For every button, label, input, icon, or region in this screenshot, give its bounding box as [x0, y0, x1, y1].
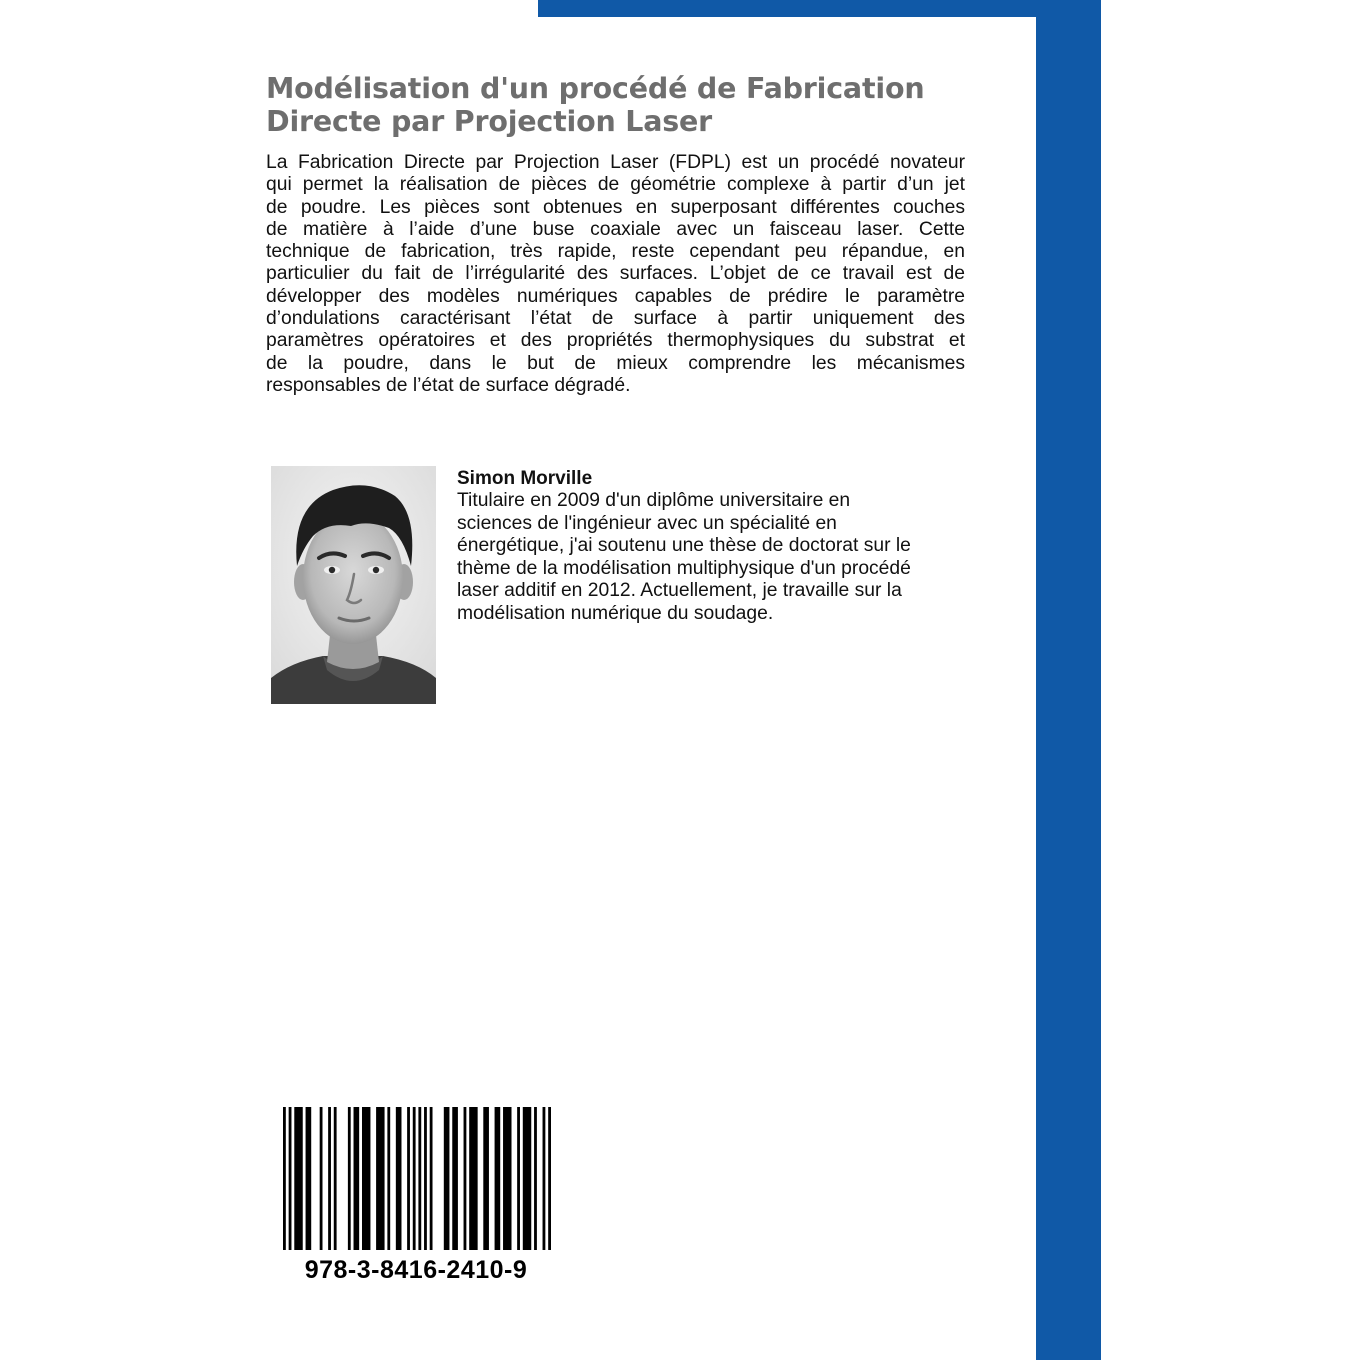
barcode-bar [469, 1107, 477, 1250]
isbn-barcode [283, 1107, 551, 1250]
barcode-bar [543, 1107, 546, 1250]
summary-line: paramètres opératoires et des propriétés thermophysiques du substrat et [266, 330, 965, 352]
barcode-bar [503, 1107, 511, 1250]
barcode-bar [534, 1107, 537, 1250]
summary-line: qui permet la réalisation de pièces de géométrie complexe à partir d’un jet [266, 174, 965, 196]
summary-line: La Fabrication Directe par Projection Laser (FDPL) est un procédé novateur [266, 152, 965, 173]
book-title [266, 72, 986, 138]
barcode-bar [424, 1107, 427, 1250]
barcode-bar [523, 1107, 531, 1250]
author-portrait-photo [271, 466, 436, 704]
barcode-bar [376, 1107, 384, 1250]
barcode-bar [334, 1107, 337, 1250]
bio-line: laser additif en 2012. Actuellement, je travaille sur la [457, 580, 902, 601]
barcode-bar [418, 1107, 421, 1250]
bio-line: Titulaire en 2009 d'un diplôme universitaire en [457, 490, 851, 511]
summary-line: de poudre. Les pièces sont obtenues en superposant différentes couches [266, 196, 965, 218]
book-summary [266, 152, 965, 397]
barcode-bar [328, 1107, 331, 1250]
barcode-bar [396, 1107, 402, 1250]
book-title-line: Directe par Projection Laser [266, 105, 713, 138]
barcode-bar [452, 1107, 458, 1250]
bio-line: modélisation numérique du soudage. [457, 602, 774, 624]
isbn-number: 978-3-8416-2410-9 [304, 1256, 528, 1284]
barcode-bar [517, 1107, 520, 1250]
book-title-line: Modélisation d'un procédé de Fabrication [266, 72, 925, 105]
barcode-bar [362, 1107, 370, 1250]
barcode-bar [348, 1107, 351, 1250]
summary-line: technique de fabrication, très rapide, reste cependant peu répandue, en [266, 241, 965, 263]
barcode-bar [483, 1107, 489, 1250]
barcode-bar [548, 1107, 551, 1250]
barcode-bar [464, 1107, 467, 1250]
summary-line: de la poudre, dans le but de mieux comprendre les mécanismes [266, 352, 965, 374]
summary-line: responsables de l’état de surface dégradé. [266, 374, 631, 396]
author-biography [457, 490, 977, 625]
bio-line: énergétique, j'ai soutenu une thèse de doctorat sur le [457, 535, 911, 556]
barcode-bar [495, 1107, 501, 1250]
bio-line: sciences de l'ingénieur avec un spécialité en [457, 512, 837, 534]
bio-line: thème de la modélisation multiphysique d'un procédé [457, 557, 911, 579]
cover-spine-band [1036, 0, 1101, 1360]
barcode-bar [407, 1107, 410, 1250]
barcode-bar [306, 1107, 312, 1250]
barcode-bar [430, 1107, 433, 1250]
barcode-bar [289, 1107, 292, 1250]
summary-line: de matière à l’aide d’une buse coaxiale avec un faisceau laser. Cette [266, 218, 965, 240]
barcode-bar [320, 1107, 323, 1250]
barcode-bar [413, 1107, 416, 1250]
barcode-bar [387, 1107, 390, 1250]
barcode-bar [354, 1107, 360, 1250]
barcode-bar [294, 1107, 302, 1250]
barcode-bar [283, 1107, 286, 1250]
barcode-bar [444, 1107, 450, 1250]
summary-line: particulier du fait de l’irrégularité des surfaces. L’objet de ce travail est de [266, 263, 965, 285]
cover-top-band [538, 0, 1101, 17]
author-name: Simon Morville [457, 468, 593, 489]
summary-line: développer des modèles numériques capables de prédire le paramètre [266, 285, 965, 307]
summary-line: d’ondulations caractérisant l’état de surface à partir uniquement des [266, 308, 965, 330]
